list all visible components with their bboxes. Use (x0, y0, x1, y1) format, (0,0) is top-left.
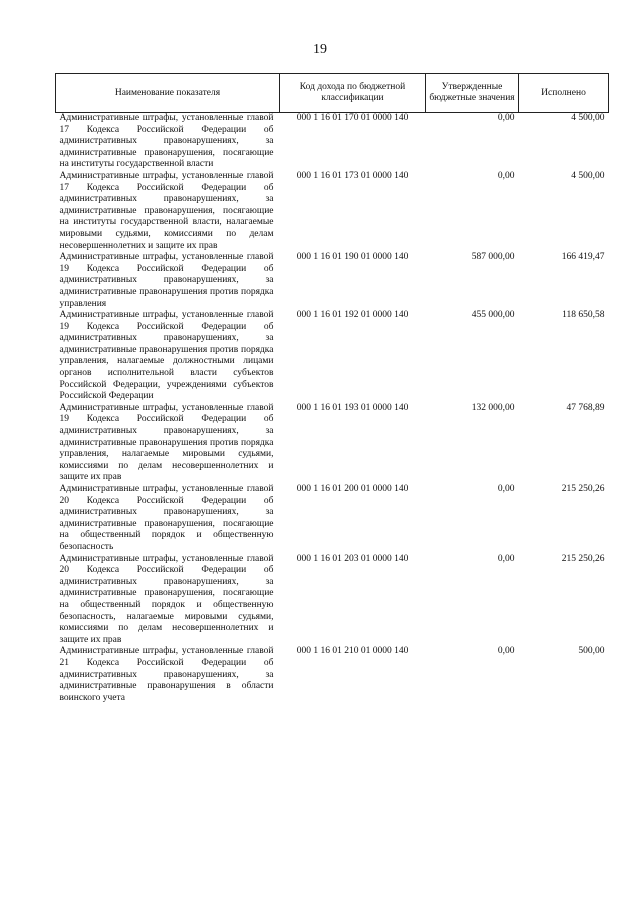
header-income-code: Код дохода по бюджетной классификации (280, 74, 426, 113)
table-row (56, 554, 609, 647)
table-row (56, 113, 609, 171)
income-code-cell: 000 1 16 01 192 01 0000 140 (296, 310, 409, 321)
header-executed: Исполнено (519, 74, 609, 113)
executed-value-cell: 118 650,58 (562, 310, 605, 321)
approved-value-cell: 587 000,00 (471, 252, 515, 263)
table-row (56, 252, 609, 310)
table-header-row (56, 74, 609, 113)
table-row (56, 646, 609, 704)
table-row (56, 403, 609, 484)
approved-value-cell: 455 000,00 (471, 310, 515, 321)
executed-value-cell: 500,00 (578, 646, 605, 657)
page-number: 19 (313, 42, 327, 57)
approved-value-cell: 132 000,00 (471, 402, 515, 413)
indicator-name-cell: Административные штрафы, установленные главой 20 Кодекса Российской Федерации об административных правонарушениях, за административные правонарушения, посягающие на общественный порядок и общественную безопасность (59, 484, 274, 552)
executed-value-cell: 47 768,89 (566, 402, 605, 413)
approved-value-cell: 0,00 (497, 553, 515, 564)
income-code-cell: 000 1 16 01 170 01 0000 140 (296, 113, 409, 123)
executed-value-cell: 4 500,00 (571, 170, 605, 181)
indicator-name-cell: Административные штрафы, установленные главой 19 Кодекса Российской Федерации об административных правонарушениях, за административные правонарушения против порядка управления, налагаемые мировыми судьями, комиссиями по делам несовершеннолетних и защите их прав (59, 402, 274, 483)
income-code-cell: 000 1 16 01 193 01 0000 140 (296, 402, 409, 413)
indicator-name-cell: Административные штрафы, установленные главой 17 Кодекса Российской Федерации об административных правонарушениях, за административные правонарушения, посягающие на институты государственной власти, налагаемые мировыми судьями, комиссиями по делам несовершеннолетних и защите их прав (59, 170, 274, 251)
header-indicator-name: Наименование показателя (56, 74, 280, 113)
executed-value-cell: 215 250,26 (561, 553, 605, 564)
executed-value-cell: 215 250,26 (561, 484, 605, 494)
indicator-name-cell: Административные штрафы, установленные главой 19 Кодекса Российской Федерации об административных правонарушениях, за административные правонарушения против порядка управления, налагаемые должностными лицами органов исполнительной власти субъектов Российской Федерации, учреждениями субъектов Российской Федерации (59, 310, 274, 402)
executed-value-cell: 166 419,47 (561, 252, 605, 263)
table-row (56, 171, 609, 252)
approved-value-cell: 0,00 (497, 484, 515, 494)
indicator-name-cell: Административные штрафы, установленные главой 19 Кодекса Российской Федерации об административных правонарушениях, за административные правонарушения против порядка управления (59, 252, 274, 309)
indicator-name-cell: Административные штрафы, установленные главой 17 Кодекса Российской Федерации об административных правонарушениях, за административные правонарушения, посягающие на институты государственной власти (59, 113, 274, 170)
indicator-name-cell: Административные штрафы, установленные главой 20 Кодекса Российской Федерации об административных правонарушениях, за административные правонарушения, посягающие на общественный порядок и общественную безопасность, налагаемые мировыми судьями, комиссиями по делам несовершеннолетних и защите их прав (59, 553, 274, 645)
income-code-cell: 000 1 16 01 203 01 0000 140 (296, 553, 409, 564)
income-code-cell: 000 1 16 01 200 01 0000 140 (296, 484, 409, 494)
indicator-name-cell: Административные штрафы, установленные главой 21 Кодекса Российской Федерации об административных правонарушениях, за административные правонарушения в области воинского учета (59, 646, 274, 703)
income-code-cell: 000 1 16 01 190 01 0000 140 (296, 252, 409, 263)
table-row (56, 310, 609, 403)
approved-value-cell: 0,00 (497, 646, 515, 657)
income-code-cell: 000 1 16 01 210 01 0000 140 (296, 646, 409, 657)
header-approved-values: Утвержденные бюджетные значения (426, 74, 519, 113)
revenue-execution-table (55, 73, 609, 704)
approved-value-cell: 0,00 (497, 170, 515, 181)
table-row (56, 484, 609, 554)
executed-value-cell: 4 500,00 (571, 113, 605, 123)
approved-value-cell: 0,00 (497, 113, 515, 123)
income-code-cell: 000 1 16 01 173 01 0000 140 (296, 170, 409, 181)
